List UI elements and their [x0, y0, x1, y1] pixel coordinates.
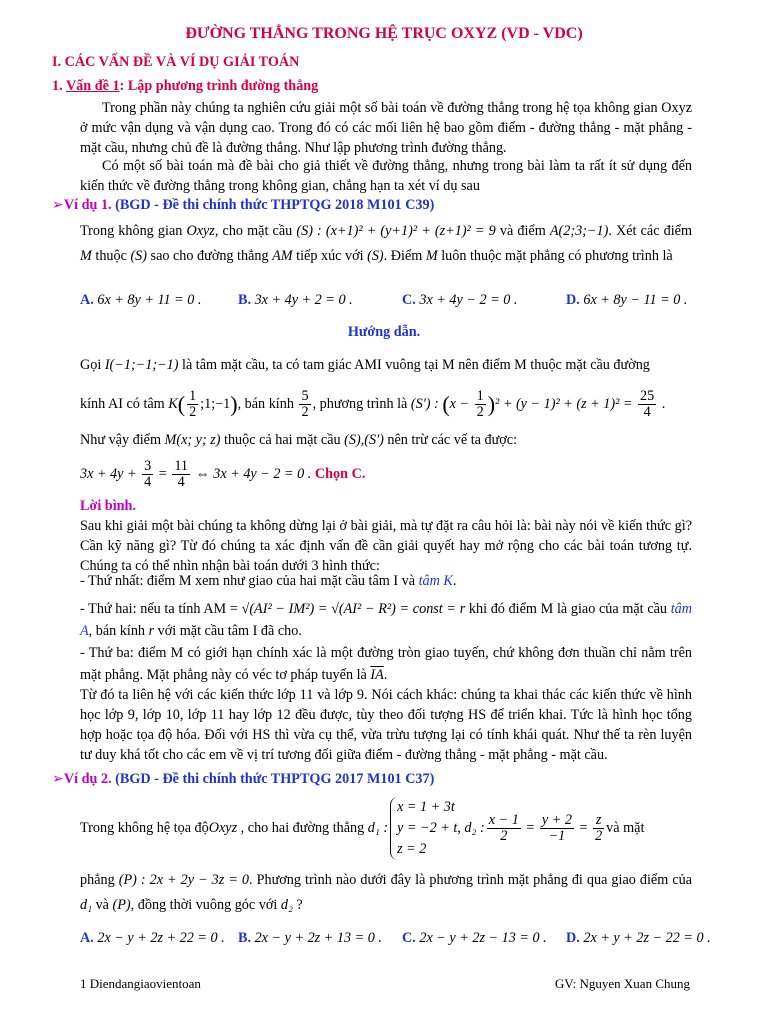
option-d: D. 2x + y + 2z − 22 = 0 .	[566, 930, 711, 946]
example-2-question-line-1: Trong không hệ tọa độ Oxyz , cho hai đường thẳng d₁ : x = 1 + 3t y = −2 + t z = 2 , d₂ : $\frac{x - 1}{2}$ = $\frac{y + 2}{-1}$ = $\frac{z}{2}$ và mặt	[80, 794, 692, 862]
parametric-system: x = 1 + 3t y = −2 + t z = 2	[390, 797, 457, 860]
example-source: (BGD - Đề thi chính thức THPTQG 2018 M101 C39)	[115, 197, 435, 213]
problem-heading	[52, 76, 712, 96]
option-c: C. 3x + 4y − 2 = 0 .	[402, 292, 518, 308]
option-d: D. 6x + 8y − 11 = 0 .	[566, 292, 688, 308]
footer-left: 1 Diendangiaovientoan	[80, 976, 201, 991]
intro-paragraph-1: Trong phần này chúng ta nghiên cứu giải một số bài toán về đường thẳng trong hệ tọa không gian Oxyz ở mức vận dụng và vận dụng cao. Trong đó có các mối liên hệ bao gồm điểm - đường thẳng - mặt phẳng - mặt cầu, nhưng chủ đề là đường thẳng. Như lập phương trình đường thẳng.	[80, 100, 692, 156]
example-label: Ví dụ 1.	[63, 197, 112, 213]
section-heading: I. CÁC VẤN ĐỀ VÀ VÍ DỤ GIẢI TOÁN	[52, 54, 300, 70]
option-a: A. 6x + 8y + 11 = 0 .	[80, 292, 202, 308]
comment-paragraph-5: Từ đó ta liên hệ với các kiến thức lớp 11 và lớp 9. Nói cách khác: chúng ta khai thác các kiến thức về hình học lớp 9, lớp 10, lớp 11 hay lớp 12 đều được, tùy theo đối tượng HS để triển khai. Tức là hình học tổng hợp hoặc tọa độ hóa. Đối với HS thì vừa cụ thể, vừa trừu tượng lại có tính khái quát. Như thế ta rèn luyện tư duy khá tốt cho các em về vị trí tương đối giữa điểm - đường thẳng - mặt phẳng - mặt cầu.	[80, 687, 692, 763]
example-1-heading	[52, 195, 712, 215]
solution-line-3: Như vậy điểm M(x; y; z) thuộc cả hai mặt cầu (S),(S') nên trừ các vế ta được:	[80, 432, 518, 448]
example-source: (BGD - Đề thi chính thức THPTQG 2017 M101 C37)	[115, 771, 435, 787]
comment-paragraph-4: - Thứ ba: điểm M có giới hạn chính xác là một đường tròn giao tuyến, chứ không đơn thuần chỉ nằm trên mặt phẳng. Mặt phẳng này có véc tơ pháp tuyến là $\overline{IA}$.	[80, 645, 692, 683]
arrow-icon: ➢	[52, 771, 64, 787]
problem-label: Vấn đề 1	[65, 78, 120, 94]
arrow-icon: ➢	[52, 197, 64, 213]
comment-paragraph-1: Sau khi giải một bài chúng ta không dừng lại ở bài giải, mà tự đặt ra câu hỏi là: bài này nói về kiến thức gì? Cần kỹ năng gì? Từ đó chúng ta xác định vấn đề cần giải quyết hay mở rộng cho các bài toán tương tự. Chúng ta có thể nhìn nhận bài toán dưới 3 hình thức:	[80, 518, 692, 574]
comment-paragraph-2: - Thứ nhất: điểm M xem như giao của hai mặt cầu tâm I và tâm K.	[80, 573, 457, 589]
example-1-question: Trong không gian Oxyz, cho mặt cầu (S) : (x+1)² + (y+1)² + (z+1)² = 9 và điểm A(2;3;−1). Xét các điểm M thuộc (S) sao cho đường thẳng AM tiếp xúc với (S). Điểm M luôn thuộc mặt phẳng có phương trình là	[80, 223, 692, 264]
option-a: A. 2x − y + 2z + 22 = 0 .	[80, 930, 225, 946]
example-2-heading	[52, 769, 712, 789]
answer-choice: Chọn C.	[314, 466, 366, 482]
page-title: ĐƯỜNG THẲNG TRONG HỆ TRỤC OXYZ (VD - VDC)	[185, 25, 583, 42]
solution-line-1: Gọi I(−1;−1;−1) là tâm mặt cầu, ta có tam giác AMI vuông tại M nên điểm M thuộc mặt cầu đường	[80, 357, 650, 373]
option-b: B. 2x − y + 2z + 13 = 0 .	[238, 930, 382, 946]
example-label: Ví dụ 2.	[63, 771, 112, 787]
solution-line-2: kính AI có tâm K( $\frac{1}{2}$ ;1;−1), bán kính $\frac{5}{2}$ , phương trình là (S') : (x − $\frac{1}{2}$ )² + (y − 1)² + (z + 1)² = $\frac{25}{4}$ .	[80, 388, 666, 421]
example-2-question-line-2: phẳng (P) : 2x + 2y − 3z = 0. Phương trình nào dưới đây là phương trình mặt phẳng đi qua giao điểm của d₁ và (P), đồng thời vuông góc với d₂ ?	[80, 872, 693, 913]
option-c: C. 2x − y + 2z − 13 = 0 .	[402, 930, 547, 946]
comment-paragraph-3: - Thứ hai: nếu ta tính AM = √(AI² − IM²) = √(AI² − R²) = const = r khi đó điểm M là giao của mặt cầu tâm A, bán kính r với mặt cầu tâm I đã cho.	[80, 601, 692, 639]
footer-right: GV: Nguyen Xuan Chung	[554, 976, 690, 991]
intro-paragraph-2: Có một số bài toán mà đề bài cho giả thiết về đường thẳng, nhưng trong bài làm ta rất ít sử dụng đến kiến thức về đường thẳng trong không gian, chẳng hạn ta xét ví dụ sau	[80, 158, 692, 194]
comment-heading: Lời bình.	[80, 498, 136, 514]
solution-equation: 3x + 4y + $\frac{3}{4}$ = $\frac{11}{4}$ ⇔ 3x + 4y − 2 = 0 . Chọn C.	[80, 458, 366, 491]
problem-number: 1.	[52, 78, 66, 94]
guide-heading: Hướng dẫn.	[347, 324, 421, 340]
option-b: B. 3x + 4y + 2 = 0 .	[238, 292, 353, 308]
page-footer	[80, 974, 690, 994]
problem-title: : Lập phương trình đường thẳng	[119, 78, 319, 94]
